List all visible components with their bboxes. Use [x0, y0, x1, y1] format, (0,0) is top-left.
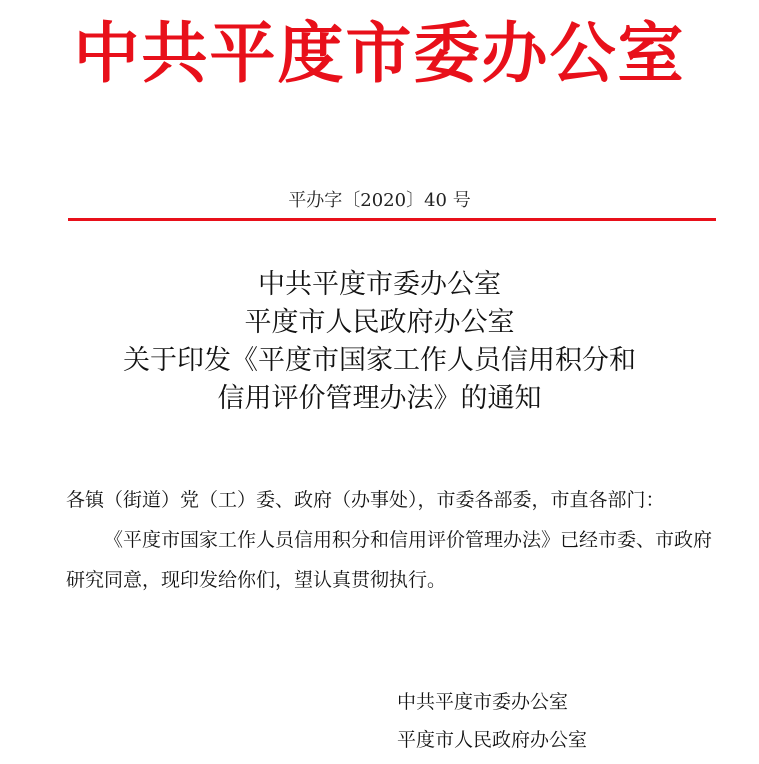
document-title — [0, 266, 759, 418]
body-paragraph: 《平度市国家工作人员信用积分和信用评价管理办法》已经市委、市政府研究同意，现印发给你们，望认真贯彻执行。 — [66, 529, 713, 591]
title-line: 平度市人民政府办公室 — [244, 307, 515, 338]
title-line: 关于印发《平度市国家工作人员信用积分和 — [123, 345, 636, 376]
document-body — [66, 480, 721, 600]
signature-line: 中共平度市委办公室 — [397, 691, 569, 713]
title-line: 中共平度市委办公室 — [258, 269, 501, 300]
title-line: 信用评价管理办法》的通知 — [217, 383, 542, 414]
signature-line: 平度市人民政府办公室 — [397, 729, 588, 751]
masthead-title: 中共平度市委办公室 — [73, 15, 686, 92]
red-divider — [68, 218, 716, 221]
salutation: 各镇（街道）党（工）委、政府（办事处），市委各部委，市直各部门： — [66, 489, 665, 511]
signature-block — [397, 683, 587, 759]
document-number: 平办字〔2020〕40 号 — [288, 190, 471, 211]
